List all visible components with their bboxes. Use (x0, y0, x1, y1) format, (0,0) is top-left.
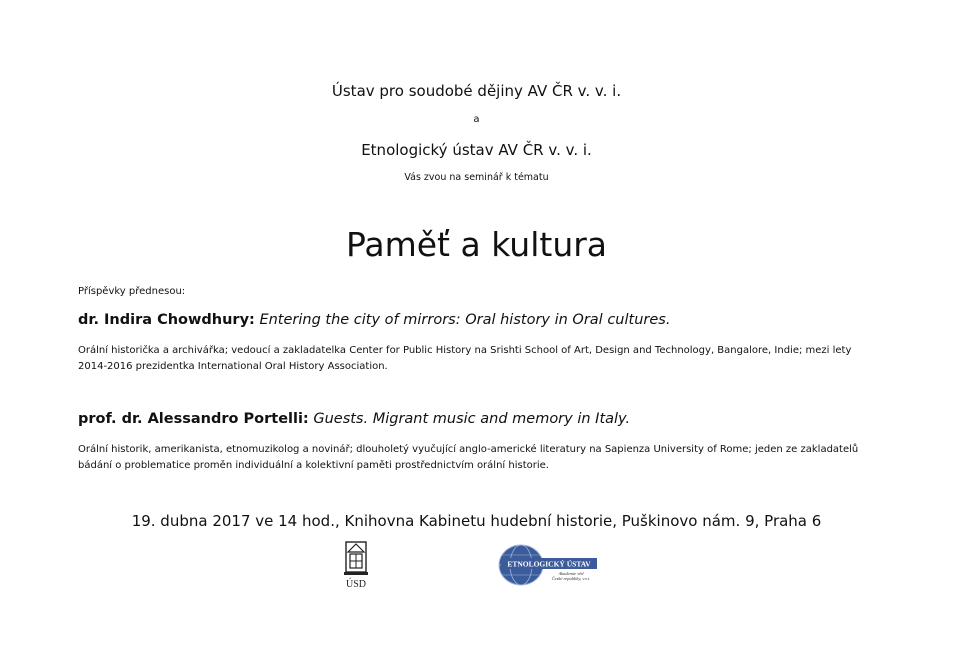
organizer-2: Etnologický ústav AV ČR v. v. i. (361, 141, 592, 159)
invitation-line: Vás zvou na seminář k tématu (404, 172, 549, 183)
usd-logo-text: ÚSD (345, 579, 367, 590)
speaker-2-line (78, 411, 630, 427)
eu-logo-title: ETNOLOGICKÝ ÚSTAV (507, 559, 591, 569)
speaker-2-name: prof. dr. Alessandro Portelli: (78, 411, 309, 427)
speaker-1-bio: Orální historička a archivářka; vedoucí a zakladatelka Center for Public History na Srishti School of Art, Design and Technology, Bangalore, Indie; mezi lety 2014-2016 prezidentka International Oral History Association. (78, 345, 852, 372)
speaker-2-talk: Guests. Migrant music and memory in Italy. (313, 411, 631, 427)
eu-logo-sub2: České republiky, v.v.i. (551, 576, 591, 581)
eu-logo-sub1: Akademie věd (558, 571, 584, 576)
usd-logo (340, 540, 372, 590)
seminar-title: Paměť a kultura (345, 225, 608, 264)
speaker-1-talk: Entering the city of mirrors: Oral history in Oral cultures. (259, 312, 671, 328)
organizer-1: Ústav pro soudobé dějiny AV ČR v. v. i. (331, 82, 622, 100)
speaker-2-bio: Orální historik, amerikanista, etnomuzikolog a novinář; dlouholetý vyučující anglo-americké literatury na Sapienza University of Rome; jeden ze zakladatelů bádání o problematice proměn individuální a kolektivní paměti prostřednictvím orální historie. (78, 444, 859, 471)
speaker-1-name: dr. Indira Chowdhury: (78, 312, 255, 328)
contributions-label: Příspěvky přednesou: (78, 286, 186, 297)
conjunction: a (473, 114, 480, 125)
event-details: 19. dubna 2017 ve 14 hod., Knihovna Kabinetu hudební historie, Puškinovo nám. 9, Praha 6 (131, 512, 822, 530)
speaker-1-line (78, 312, 670, 328)
etnologicky-ustav-logo (497, 543, 601, 587)
